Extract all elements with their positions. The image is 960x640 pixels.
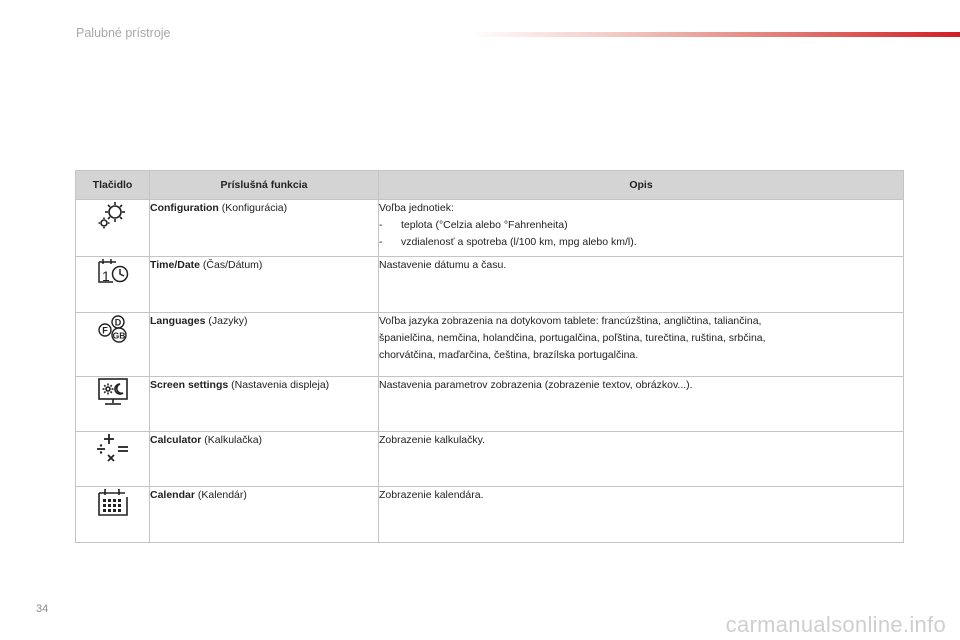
function-translation: (Kalendár) [197,489,247,501]
function-name: Calendar [150,489,195,501]
page-header-title: Palubné prístroje [76,26,171,40]
icon-cell [76,200,150,257]
table-row [76,377,904,432]
description-cell [379,200,904,257]
function-name: Calculator [150,434,202,446]
description-text: chorvátčina, maďarčina, čeština, brazílska portugalčina. [379,349,639,361]
svg-text:D: D [114,317,121,328]
column-header-button: Tlačidlo [76,171,150,200]
svg-text:GB: GB [112,330,125,341]
icon-cell [76,432,150,487]
svg-text:F: F [101,325,108,336]
table-row [76,200,904,257]
table-row [76,487,904,543]
functions-table [75,170,904,543]
function-name: Screen settings [150,379,229,391]
description-text: španielčina, nemčina, holandčina, portugalčina, poľština, turečtina, ruština, srbčina, [379,332,766,344]
gear-icon[interactable] [76,200,149,230]
function-name: Languages [150,315,206,327]
table-row [76,432,904,487]
icon-cell [76,487,150,543]
column-header-function: Príslušná funkcia [150,171,379,200]
screen-settings-icon[interactable] [76,377,149,407]
function-cell [150,487,379,543]
description-bullet: - vzdialenosť a spotreba (l/100 km, mpg alebo km/l). [379,236,637,248]
description-text: Zobrazenie kalendára. [379,489,484,501]
icon-cell [76,377,150,432]
watermark-text: carmanualsonline.info [725,612,946,637]
calculator-icon[interactable] [76,432,149,464]
languages-icon[interactable] [76,313,149,345]
description-text: Nastavenie dátumu a času. [379,259,507,271]
function-cell [150,432,379,487]
function-name: Time/Date [150,259,200,271]
description-cell [379,487,904,543]
description-bullet: - teplota (°Celzia alebo °Fahrenheita) [379,219,568,231]
function-translation: (Čas/Dátum) [202,259,263,271]
function-cell [150,377,379,432]
page-number: 34 [36,603,49,615]
table-row [76,313,904,377]
table-row [76,257,904,313]
description-text: Voľba jazyka zobrazenia na dotykovom tablete: francúzština, angličtina, taliančina, [379,315,762,327]
header-accent-bar [470,32,960,37]
function-cell [150,257,379,313]
function-cell [150,313,379,377]
function-cell [150,200,379,257]
function-translation: (Konfigurácia) [221,202,288,214]
description-cell [379,257,904,313]
svg-text:1: 1 [101,268,110,284]
description-cell [379,432,904,487]
description-cell [379,377,904,432]
description-text: Nastavenia parametrov zobrazenia (zobrazenie textov, obrázkov...). [379,379,693,391]
icon-cell [76,257,150,313]
function-translation: (Kalkulačka) [204,434,263,446]
function-translation: (Nastavenia displeja) [231,379,330,391]
icon-cell [76,313,150,377]
table-header-row [76,171,904,200]
calendar-icon[interactable] [76,487,149,519]
description-text: Voľba jednotiek: [379,202,454,214]
function-translation: (Jazyky) [208,315,248,327]
column-header-description: Opis [379,171,904,200]
description-cell [379,313,904,377]
description-text: Zobrazenie kalkulačky. [379,434,486,446]
calendar-clock-icon[interactable] [76,257,149,285]
function-name: Configuration [150,202,219,214]
